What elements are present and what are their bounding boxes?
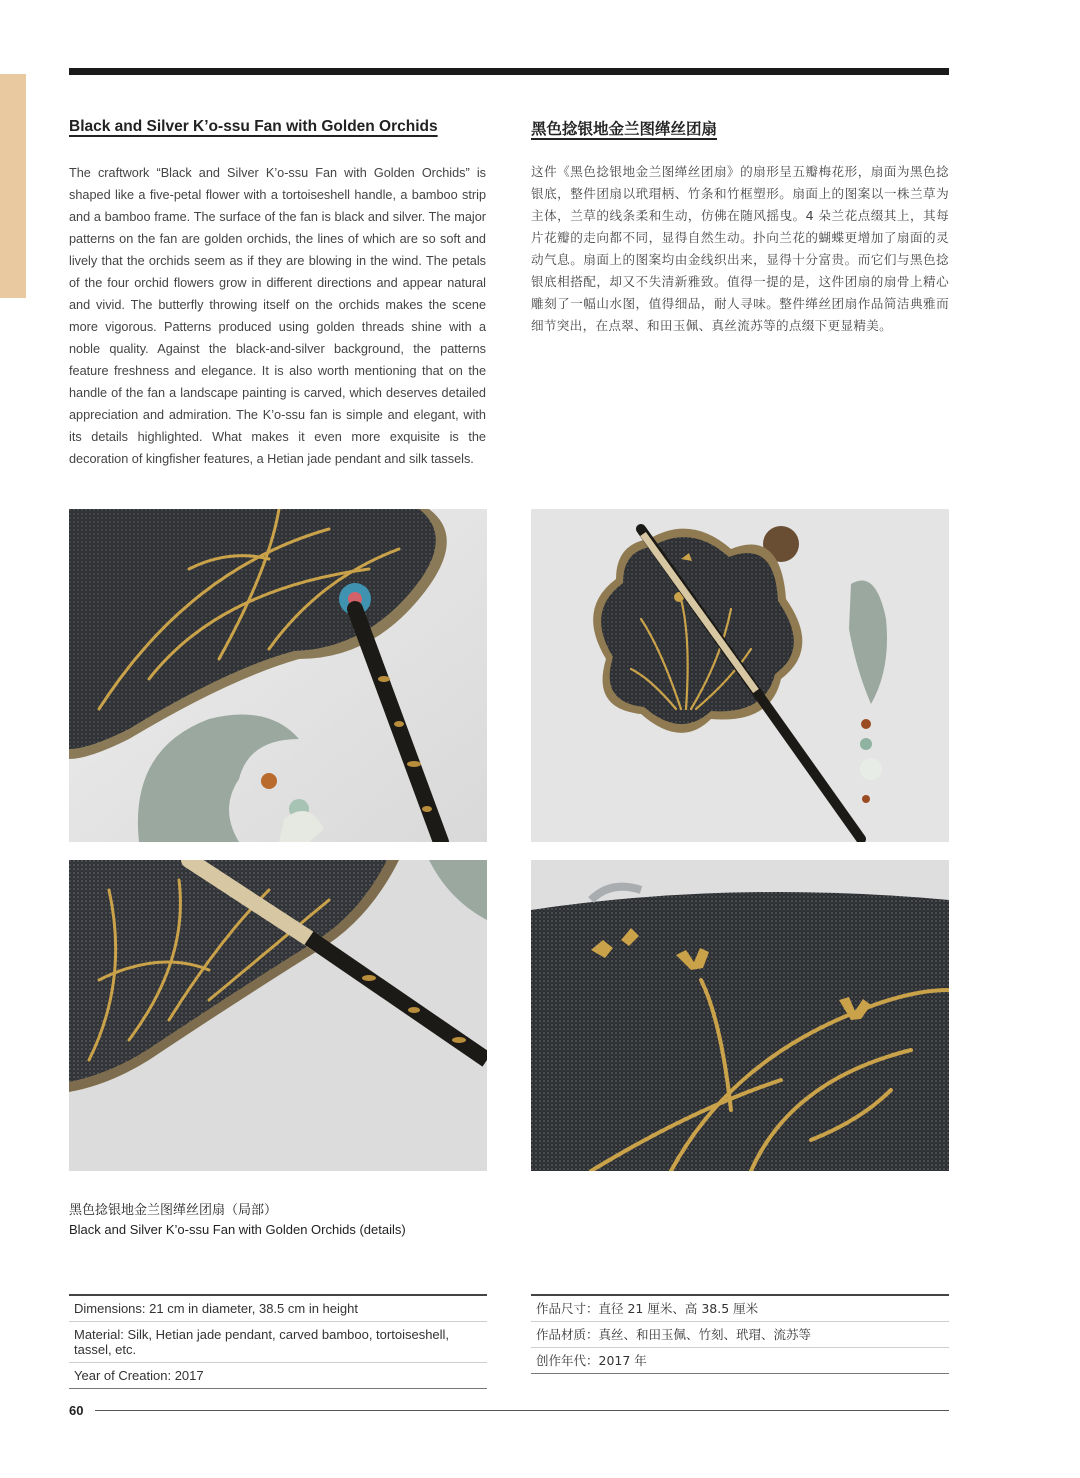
spec-material: Material: Silk, Hetian jade pendant, carved bamboo, tortoiseshell, tassel, etc.: [69, 1322, 487, 1363]
caption-english: Black and Silver K’o-ssu Fan with Golden Orchids (details): [69, 1222, 406, 1237]
body-text-chinese: 这件《黑色捻银地金兰图缂丝团扇》的扇形呈五瓣梅花形，扇面为黑色捻银底，整件团扇以玳瑁柄、竹条和竹框塑形。扇面上的图案以一株兰草为主体，兰草的线条柔和生动，仿佛在随风摇曳。4 朵兰花点缀其上，其每片花瓣的走向都不同，显得自然生动。扑向兰花的蝴蝶更增加了扇面的灵动气息。扇面上的图案均由金线织出来，显得十分富贵。而它们与黑色捻银底相搭配，却又不失清新雅致。值得一提的是，这件团扇的扇骨上精心雕刻了一幅山水图，值得细品，耐人寻味。整件缂丝团扇作品简洁典雅而细节突出，在点翠、和田玉佩、真丝流苏等的点缀下更显精美。: [531, 164, 949, 333]
specs-english: [69, 1294, 487, 1389]
spec-dimensions: Dimensions: 21 cm in diameter, 38.5 cm in height: [69, 1296, 487, 1322]
photo-handle-detail: [69, 860, 487, 1171]
title-chinese: 黑色捻银地金兰图缂丝团扇: [531, 120, 718, 138]
specs-chinese: [531, 1294, 949, 1374]
spec-dimensions-cn: 作品尺寸：直径 21 厘米、高 38.5 厘米: [531, 1296, 949, 1322]
top-rule: [69, 68, 949, 75]
photo-orchid-closeup: [531, 860, 949, 1171]
side-tab: [0, 74, 26, 298]
body-text-english: The craftwork “Black and Silver K’o-ssu Fan with Golden Orchids” is shaped like a five-petal flower with a tortoiseshell handle, a bamboo strip and a bamboo frame. The surface of the fan is black and silver. The major patterns on the fan are golden orchids, the lines of which are so soft and lively that the orchids seem as if they are blowing in the wind. The petals of the four orchid flowers grow in different directions and appear natural and vivid. The butterfly throwing itself on the orchids makes the scene more vigorous. Patterns produced using golden threads shine with a noble quality. Against the black-and-silver background, the patterns feature freshness and elegance. It is also worth mentioning that on the handle of the fan a landscape painting is carved, which deserves detailed appreciation and admiration. The K’o-ssu fan is simple and elegant, with its details highlighted. What makes it even more exquisite is the decoration of kingfisher features, a Hetian jade pendant and silk tassels.: [69, 166, 486, 466]
photo-fan-handle-tassel: [69, 509, 487, 842]
bottom-rule: [95, 1410, 949, 1411]
caption-chinese: 黑色捻银地金兰图缂丝团扇（局部）: [69, 1203, 278, 1218]
photo-full-fan: [531, 509, 949, 842]
title-english: Black and Silver K’o-ssu Fan with Golden Orchids: [69, 118, 438, 135]
spec-year-cn: 创作年代：2017 年: [531, 1348, 949, 1374]
page-number: 60: [69, 1403, 84, 1418]
spec-material-cn: 作品材质：真丝、和田玉佩、竹刻、玳瑁、流苏等: [531, 1322, 949, 1348]
spec-year: Year of Creation: 2017: [69, 1363, 487, 1389]
